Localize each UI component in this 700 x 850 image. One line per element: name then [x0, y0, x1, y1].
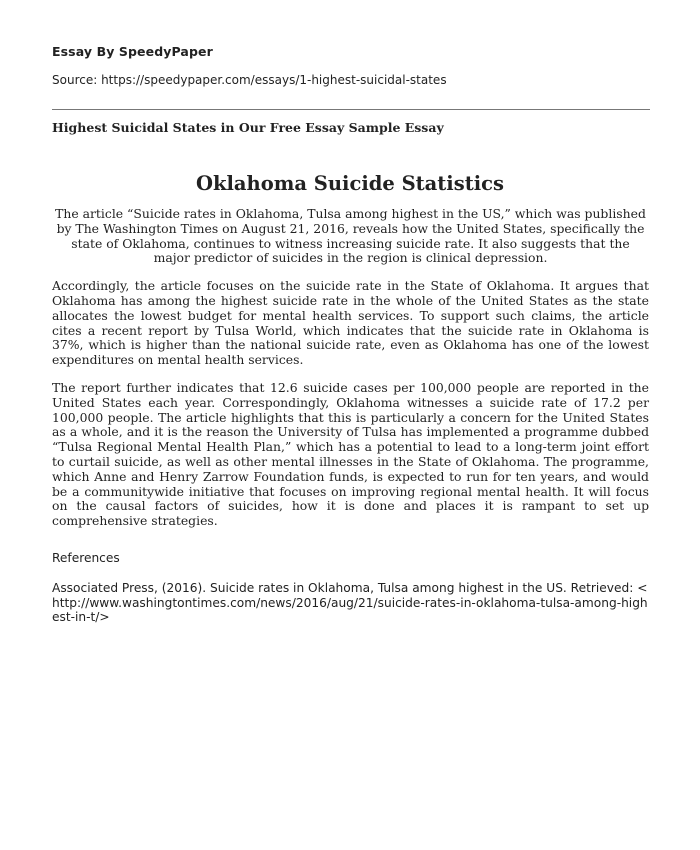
references-heading: References: [52, 551, 120, 565]
paragraph: The article “Suicide rates in Oklahoma, Tulsa among highest in the US,” which was published by The Washington Times on August 21, 2016, reveals how the United States, specifically the state of Oklahoma, continues to witness increasing suicide rate. It also suggests that the major predictor of suicides in the region is clinical depression.: [55, 206, 646, 266]
references-section: [52, 551, 649, 625]
header-divider: [52, 109, 650, 110]
essay-body: [52, 207, 649, 542]
reference-entry: Associated Press, (2016). Suicide rates in Oklahoma, Tulsa among highest in the US. Retrieved: <http://www.washingtontimes.com/news/2016/aug/21/suicide-rates-in-oklahoma-tulsa-among-highest-in-t/>: [52, 580, 648, 625]
document-header: [52, 44, 652, 87]
essay-title: Oklahoma Suicide Statistics: [196, 172, 504, 195]
paragraph: The report further indicates that 12.6 suicide cases per 100,000 people are reported in the United States each year. Correspondingly, Oklahoma witnesses a suicide rate of 17.2 per 100,000 people. The article highlights that this is particularly a concern for the United States as a whole, and it is the reason the University of Tulsa has implemented a programme dubbed “Tulsa Regional Mental Health Plan,” which has a potential to lead to a long-term joint effort to curtail suicide, as well as other mental illnesses in the State of Oklahoma. The programme, which Anne and Henry Zarrow Foundation funds, is expected to run for ten years, and would be a communitywide initiative that focuses on improving regional mental health. It will focus on the causal factors of suicides, how it is done and places it is rampant to set up comprehensive strategies.: [52, 379, 649, 529]
paragraph: Accordingly, the article focuses on the suicide rate in the State of Oklahoma. It argues that Oklahoma has among the highest suicide rate in the whole of the United States as the state allocates the lowest budget for mental health services. To support such claims, the article cites a recent report by Tulsa World, which indicates that the suicide rate in Oklahoma is 37%, which is higher than the national suicide rate, even as Oklahoma has one of the lowest expenditures on mental health services.: [52, 278, 649, 368]
source-line: Source: https://speedypaper.com/essays/1-highest-suicidal-states: [52, 73, 447, 87]
essay-subtitle: Highest Suicidal States in Our Free Essay Sample Essay: [52, 120, 444, 135]
brand-label: Essay By SpeedyPaper: [52, 44, 213, 59]
